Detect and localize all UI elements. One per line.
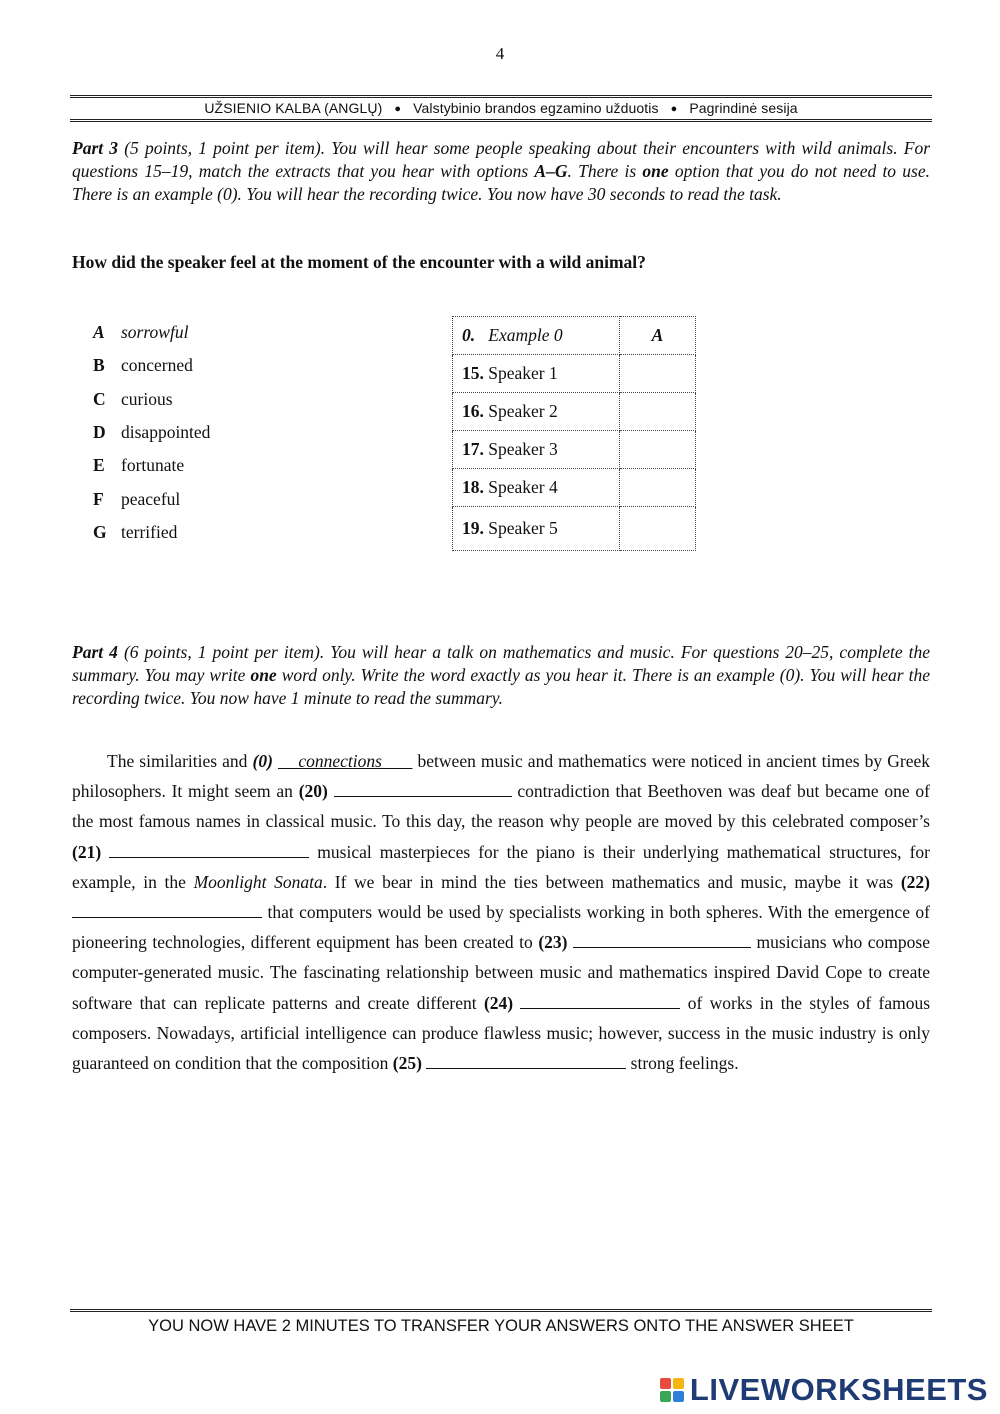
speaker-label: Speaker 1 — [488, 363, 558, 383]
header-session: Pagrindinė sesija — [689, 100, 798, 116]
header-rule — [70, 95, 932, 98]
option-item — [93, 482, 210, 515]
liveworksheets-logo-icon — [660, 1378, 684, 1402]
item-number: (21) — [72, 841, 102, 862]
speaker-cell — [453, 355, 620, 393]
answer-blank-20[interactable] — [334, 779, 512, 797]
logo-square — [673, 1391, 684, 1402]
option-item — [93, 449, 210, 482]
item-number: 0. — [462, 325, 476, 345]
option-item — [93, 349, 210, 382]
bullet-icon: ● — [670, 103, 678, 115]
item-number: 15. — [462, 363, 484, 383]
item-number: 18. — [462, 477, 484, 497]
speaker-cell — [453, 431, 620, 469]
option-word: terrified — [121, 521, 178, 542]
option-word: curious — [121, 388, 173, 409]
header-subject: UŽSIENIO KALBA (ANGLŲ) — [204, 100, 383, 116]
part4-instructions — [72, 641, 930, 710]
part3-range: A–G — [534, 161, 568, 181]
answer-table — [452, 316, 696, 551]
option-word: sorrowful — [121, 322, 189, 343]
item-number: (22) — [900, 871, 931, 892]
item-number: (23) — [538, 932, 568, 953]
answer-cell[interactable] — [620, 431, 696, 469]
item-number: 16. — [462, 401, 484, 421]
example-answer-cell: A — [620, 317, 696, 355]
item-number: 19. — [462, 518, 484, 538]
work-title: Moonlight Sonata — [193, 871, 323, 892]
option-letter: G — [93, 521, 107, 542]
table-row — [453, 317, 696, 355]
logo-square — [660, 1391, 671, 1402]
answer-blank-22[interactable] — [72, 900, 262, 918]
speaker-cell — [453, 507, 620, 551]
speaker-cell — [453, 393, 620, 431]
item-number: (0) — [252, 751, 273, 771]
part4-one: one — [250, 665, 277, 685]
speaker-label: Speaker 3 — [488, 439, 558, 459]
option-word: peaceful — [121, 488, 181, 509]
part3-one: one — [642, 161, 669, 181]
answer-cell[interactable] — [620, 507, 696, 551]
option-letter: A — [93, 322, 105, 343]
option-word: disappointed — [121, 422, 211, 443]
speaker-label: Speaker 5 — [488, 518, 558, 538]
speaker-label: Example 0 — [488, 325, 563, 345]
part4-instr-text: word only. Write the word exactly as you hear it. There is an example (0). You will hear the recording twice. You now have 1 minute to read the summary. — [72, 665, 930, 708]
option-item — [93, 383, 210, 416]
logo-square — [660, 1378, 671, 1389]
option-letter: F — [93, 488, 104, 509]
option-word: fortunate — [121, 455, 185, 476]
answer-cell[interactable] — [620, 393, 696, 431]
logo-square — [673, 1378, 684, 1389]
footer-rule — [70, 1309, 932, 1312]
table-row — [453, 507, 696, 551]
answer-cell[interactable] — [620, 469, 696, 507]
exam-header — [70, 100, 932, 116]
option-letter: D — [93, 422, 106, 443]
brand-logo — [660, 1372, 988, 1408]
answer-cell[interactable] — [620, 355, 696, 393]
bullet-icon: ● — [394, 103, 402, 115]
speaker-label: Speaker 4 — [488, 477, 558, 497]
speaker-cell — [453, 469, 620, 507]
item-number: (24) — [483, 992, 514, 1013]
part3-question: How did the speaker feel at the moment of the encounter with a wild animal? — [72, 252, 646, 272]
item-number: 17. — [462, 439, 484, 459]
part3-label: Part 3 — [72, 138, 119, 158]
speaker-cell — [453, 317, 620, 355]
part4-label: Part 4 — [72, 642, 118, 662]
part3-instr-text: option that you do not need to use. There is an example (0). You will hear the recording twice. You now have 30 seconds to read the task. — [72, 161, 930, 204]
summary-text: The similarities and (0) connections between music and mathematics were noticed in ancient times by Greek philosophers. It might seem an (20) contradiction that Beethoven was deaf but became one of the most famous names in classical music. To this day, the reason why people are moved by this celebrated composer’s (21) musical masterpieces for the piano is their underlying mathematical structures, for example, in the Moonlight Sonata. If we bear in mind the ties between mathematics and music, maybe it was (22) that computers would be used by specialists working in both spheres. With the emergence of pioneering technologies, different equipment has been created to (23) musicians who compose computer-generated music. The fascinating relationship between music and mathematics inspired David Cope to create software that can replicate patterns and create different (24) of works in the styles of famous composers. Nowadays, artificial intelligence can produce flawless music; however, success in the music industry is only guaranteed on condition that the composition (25) strong feelings. — [72, 751, 931, 1074]
option-word: concerned — [121, 355, 193, 376]
page-number: 4 — [495, 44, 505, 63]
header-rule-bottom — [70, 119, 932, 122]
answer-blank-25[interactable] — [426, 1051, 626, 1069]
option-item — [93, 416, 210, 449]
item-number: (25) — [392, 1053, 422, 1074]
part4-instr-text: (6 points, 1 point per item). You will hear a talk on mathematics and music. For questions 20–25, complete the summary. You may write — [72, 642, 931, 685]
option-item — [93, 516, 210, 549]
table-row — [453, 431, 696, 469]
answer-blank-24[interactable] — [520, 991, 680, 1009]
table-row — [453, 469, 696, 507]
table-row — [453, 393, 696, 431]
example-answer: connections — [298, 751, 382, 771]
footer-instruction: YOU NOW HAVE 2 MINUTES TO TRANSFER YOUR ANSWERS ONTO THE ANSWER SHEET — [148, 1317, 854, 1335]
brand-name: LIVEWORKSHEETS — [689, 1372, 988, 1407]
speaker-label: Speaker 2 — [488, 401, 558, 421]
option-item — [93, 316, 210, 349]
option-list — [93, 316, 210, 549]
answer-blank-21[interactable] — [109, 840, 309, 858]
part3-instructions — [72, 137, 930, 206]
option-letter: C — [93, 388, 106, 409]
option-letter: E — [93, 455, 105, 476]
table-row — [453, 355, 696, 393]
part3-instr-text: (5 points, 1 point per item). You will hear some people speaking about their encounters with wild animals. For questions 15–19, match the extracts that you hear with options — [72, 138, 930, 181]
item-number: (20) — [298, 781, 328, 802]
header-exam: Valstybinio brandos egzamino užduotis — [413, 100, 659, 116]
option-letter: B — [93, 355, 105, 376]
answer-blank-23[interactable] — [573, 930, 751, 948]
part3-instr-text: . There is — [567, 161, 643, 181]
